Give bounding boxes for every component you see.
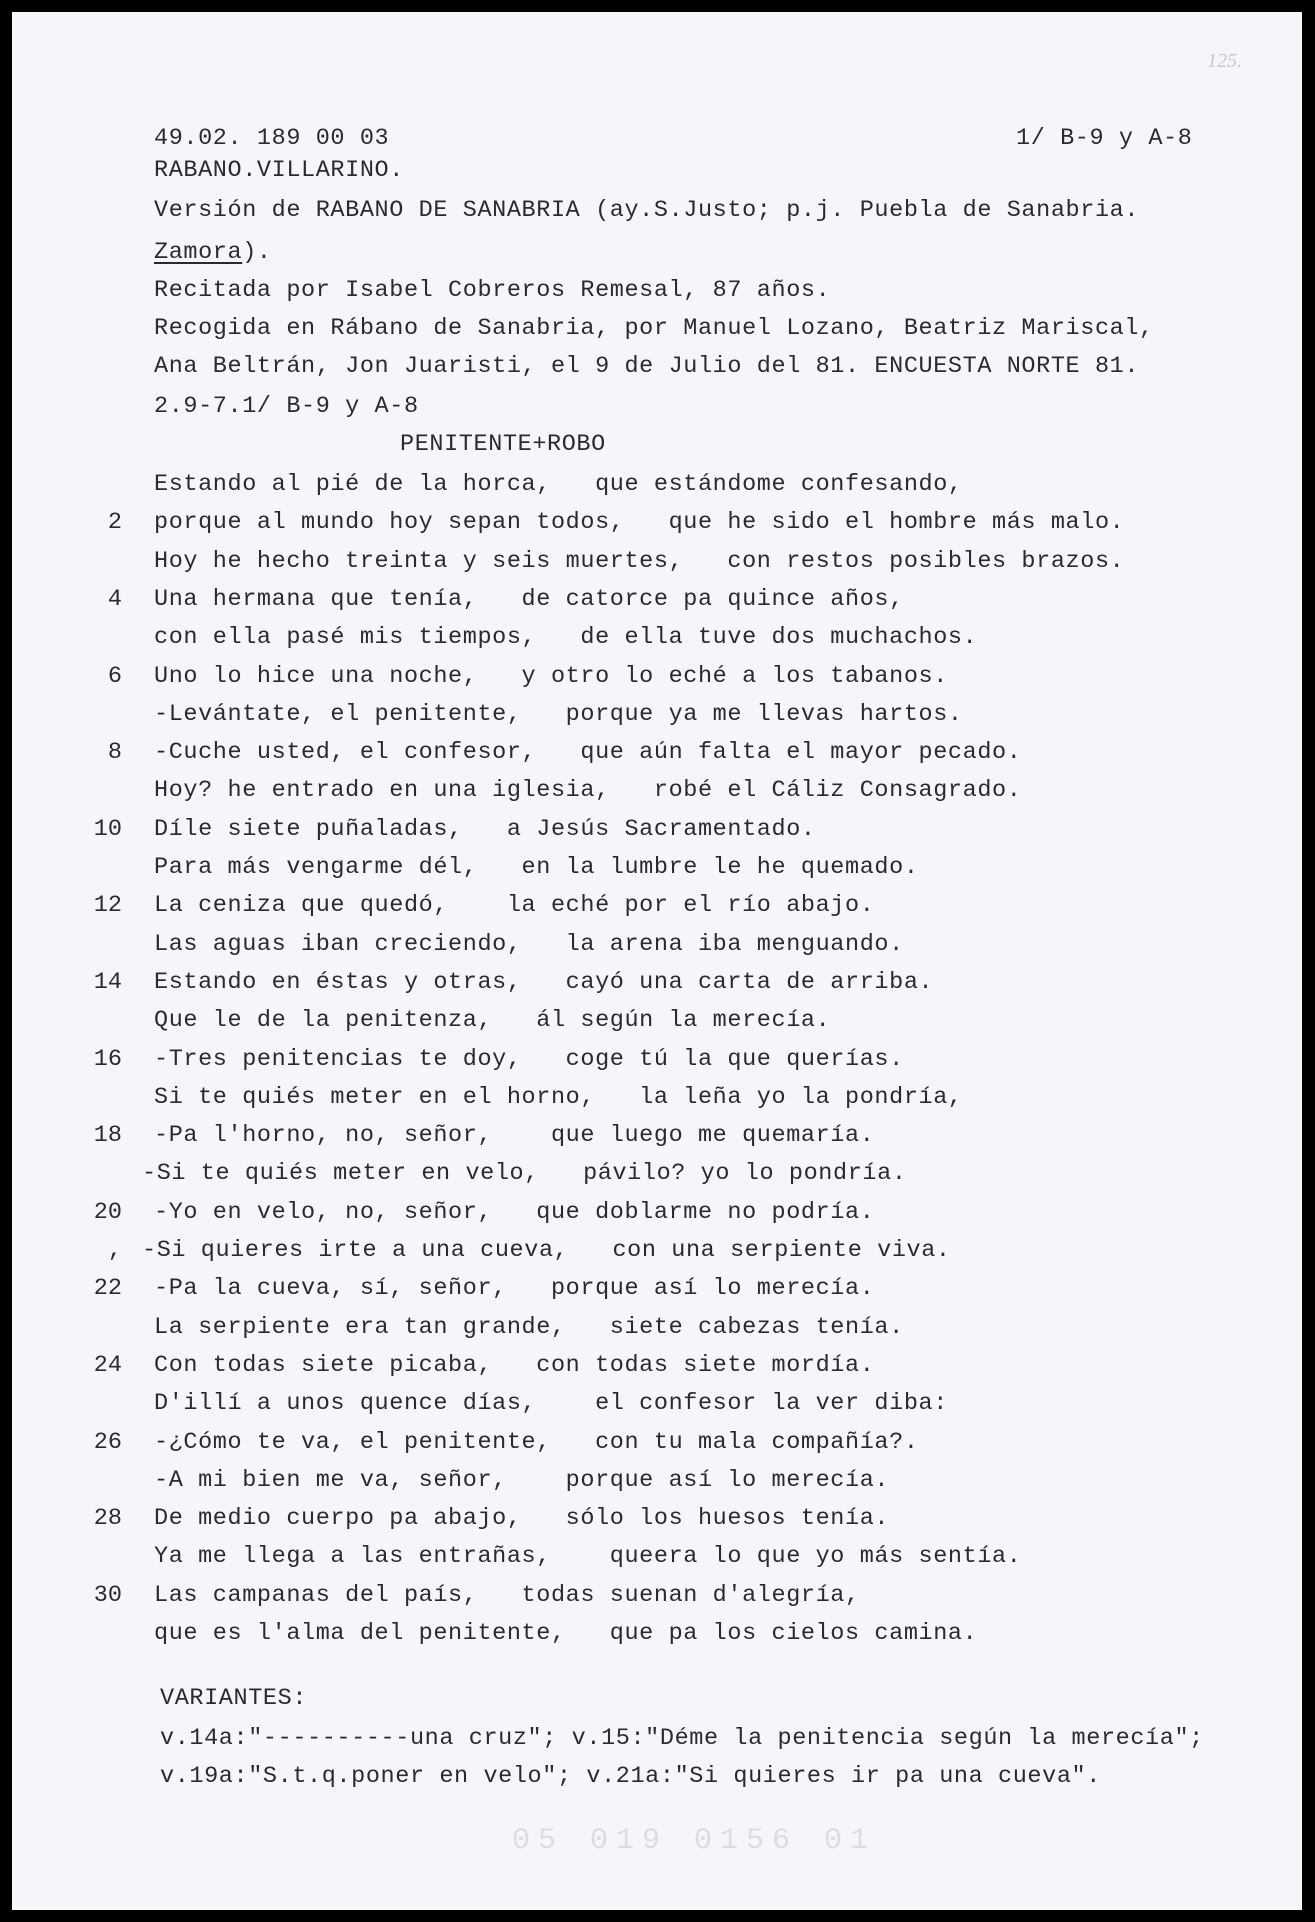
verse-number: 2: [107, 509, 122, 536]
verse-line: que es l'alma del penitente, que pa los cielos camina.: [154, 1620, 978, 1647]
verse-line: Hoy? he entrado en una iglesia, robé el Cáliz Consagrado.: [154, 777, 1022, 804]
collected-by: Recogida en Rábano de Sanabria, por Manuel Lozano, Beatriz Mariscal,: [154, 315, 1154, 342]
verse-line: Uno lo hice una noche, y otro lo eché a los tabanos.: [154, 663, 948, 690]
verse-line: Estando en éstas y otras, cayó una carta de arriba.: [154, 969, 934, 996]
version-line: Versión de RABANO DE SANABRIA (ay.S.Justo; p.j. Puebla de Sanabria.: [154, 197, 1140, 224]
verse-line: porque al mundo hoy sepan todos, que he sido el hombre más malo.: [154, 509, 1125, 536]
verse-line: De medio cuerpo pa abajo, sólo los huesos tenía.: [154, 1505, 890, 1532]
verse-line: con ella pasé mis tiempos, de ella tuve dos muchachos.: [154, 624, 978, 651]
variants-line-2: v.19a:"S.t.q.poner en velo"; v.21a:"Si quieres ir pa una cueva".: [160, 1763, 1101, 1790]
pencil-mark: 125.: [1207, 50, 1242, 72]
verse-line: Hoy he hecho treinta y seis muertes, con restos posibles brazos.: [154, 548, 1125, 575]
verse-line: Estando al pié de la horca, que estándome confesando,: [154, 471, 963, 498]
variants-heading: VARIANTES:: [160, 1685, 308, 1712]
verse-line: -Cuche usted, el confesor, que aún falta el mayor pecado.: [154, 739, 1022, 766]
verse-number: ,: [107, 1237, 122, 1264]
version-line-continued: [154, 240, 272, 266]
verse-number: 14: [93, 969, 122, 996]
verse-line: Díle siete puñaladas, a Jesús Sacramentado.: [154, 816, 816, 843]
verse-line: Con todas siete picaba, con todas siete mordía.: [154, 1352, 875, 1379]
verse-number: 20: [93, 1199, 122, 1226]
collected-by-continued: Ana Beltrán, Jon Juaristi, el 9 de Julio del 81. ENCUESTA NORTE 81.: [154, 353, 1140, 380]
code-label: 1/ B-9 y A-8: [1016, 125, 1193, 152]
verse-number: 30: [93, 1582, 122, 1609]
verse-line: Una hermana que tenía, de catorce pa quince años,: [154, 586, 904, 613]
variants-line: v.14a:"----------una cruz"; v.15:"Déme la penitencia según la merecía";: [160, 1725, 1204, 1752]
verse-line: -Pa la cueva, sí, señor, porque así lo merecía.: [154, 1275, 875, 1302]
province-underlined: Zamora: [154, 239, 243, 266]
verse-line: -¿Cómo te va, el penitente, con tu mala compañía?.: [154, 1429, 919, 1456]
verse-line: -A mi bien me va, señor, porque así lo merecía.: [154, 1467, 890, 1494]
archive-stamp: 05 019 0156 01: [512, 1824, 877, 1858]
verse-line: Si te quiés meter en el horno, la leña yo la pondría,: [154, 1084, 963, 1111]
poem-title: PENITENTE+ROBO: [400, 431, 606, 458]
verse-number: 10: [93, 816, 122, 843]
verse-line: Ya me llega a las entrañas, queera lo que yo más sentía.: [154, 1543, 1022, 1570]
verse-line: -Si quieres irte a una cueva, con una serpiente viva.: [142, 1237, 951, 1264]
verse-number: 28: [93, 1505, 122, 1532]
verse-number: 26: [93, 1429, 122, 1456]
verse-line: -Levántate, el penitente, porque ya me llevas hartos.: [154, 701, 963, 728]
verse-line: Para más vengarme dél, en la lumbre le he quemado.: [154, 854, 919, 881]
verse-number: 4: [107, 586, 122, 613]
document-title: RABANO.VILLARINO.: [154, 157, 404, 184]
verse-number: 8: [107, 739, 122, 766]
verse-number: 12: [93, 892, 122, 919]
verse-line: Las aguas iban creciendo, la arena iba menguando.: [154, 931, 904, 958]
verse-number: 24: [93, 1352, 122, 1379]
verse-number: 18: [93, 1122, 122, 1149]
verse-line: La serpiente era tan grande, siete cabezas tenía.: [154, 1314, 904, 1341]
verse-number: 16: [93, 1046, 122, 1073]
verse-line: -Tres penitencias te doy, coge tú la que querías.: [154, 1046, 904, 1073]
verse-line: -Si te quiés meter en velo, pávilo? yo lo pondría.: [142, 1160, 907, 1187]
recited-by: Recitada por Isabel Cobreros Remesal, 87 años.: [154, 277, 831, 304]
verse-line: -Yo en velo, no, señor, que doblarme no podría.: [154, 1199, 875, 1226]
verse-number: 22: [93, 1275, 122, 1302]
verse-line: Las campanas del país, todas suenan d'alegría,: [154, 1582, 860, 1609]
version-close: ).: [242, 239, 272, 266]
verse-line: D'illí a unos quence días, el confesor la ver diba:: [154, 1390, 948, 1417]
verse-line: La ceniza que quedó, la eché por el río abajo.: [154, 892, 875, 919]
reference-number: 49.02. 189 00 03: [154, 125, 390, 152]
verse-line: -Pa l'horno, no, señor, que luego me quemaría.: [154, 1122, 875, 1149]
document-page: [12, 12, 1302, 1910]
verse-line: Que le de la penitenza, ál según la merecía.: [154, 1007, 831, 1034]
verse-number: 6: [107, 663, 122, 690]
classification: 2.9-7.1/ B-9 y A-8: [154, 393, 419, 420]
